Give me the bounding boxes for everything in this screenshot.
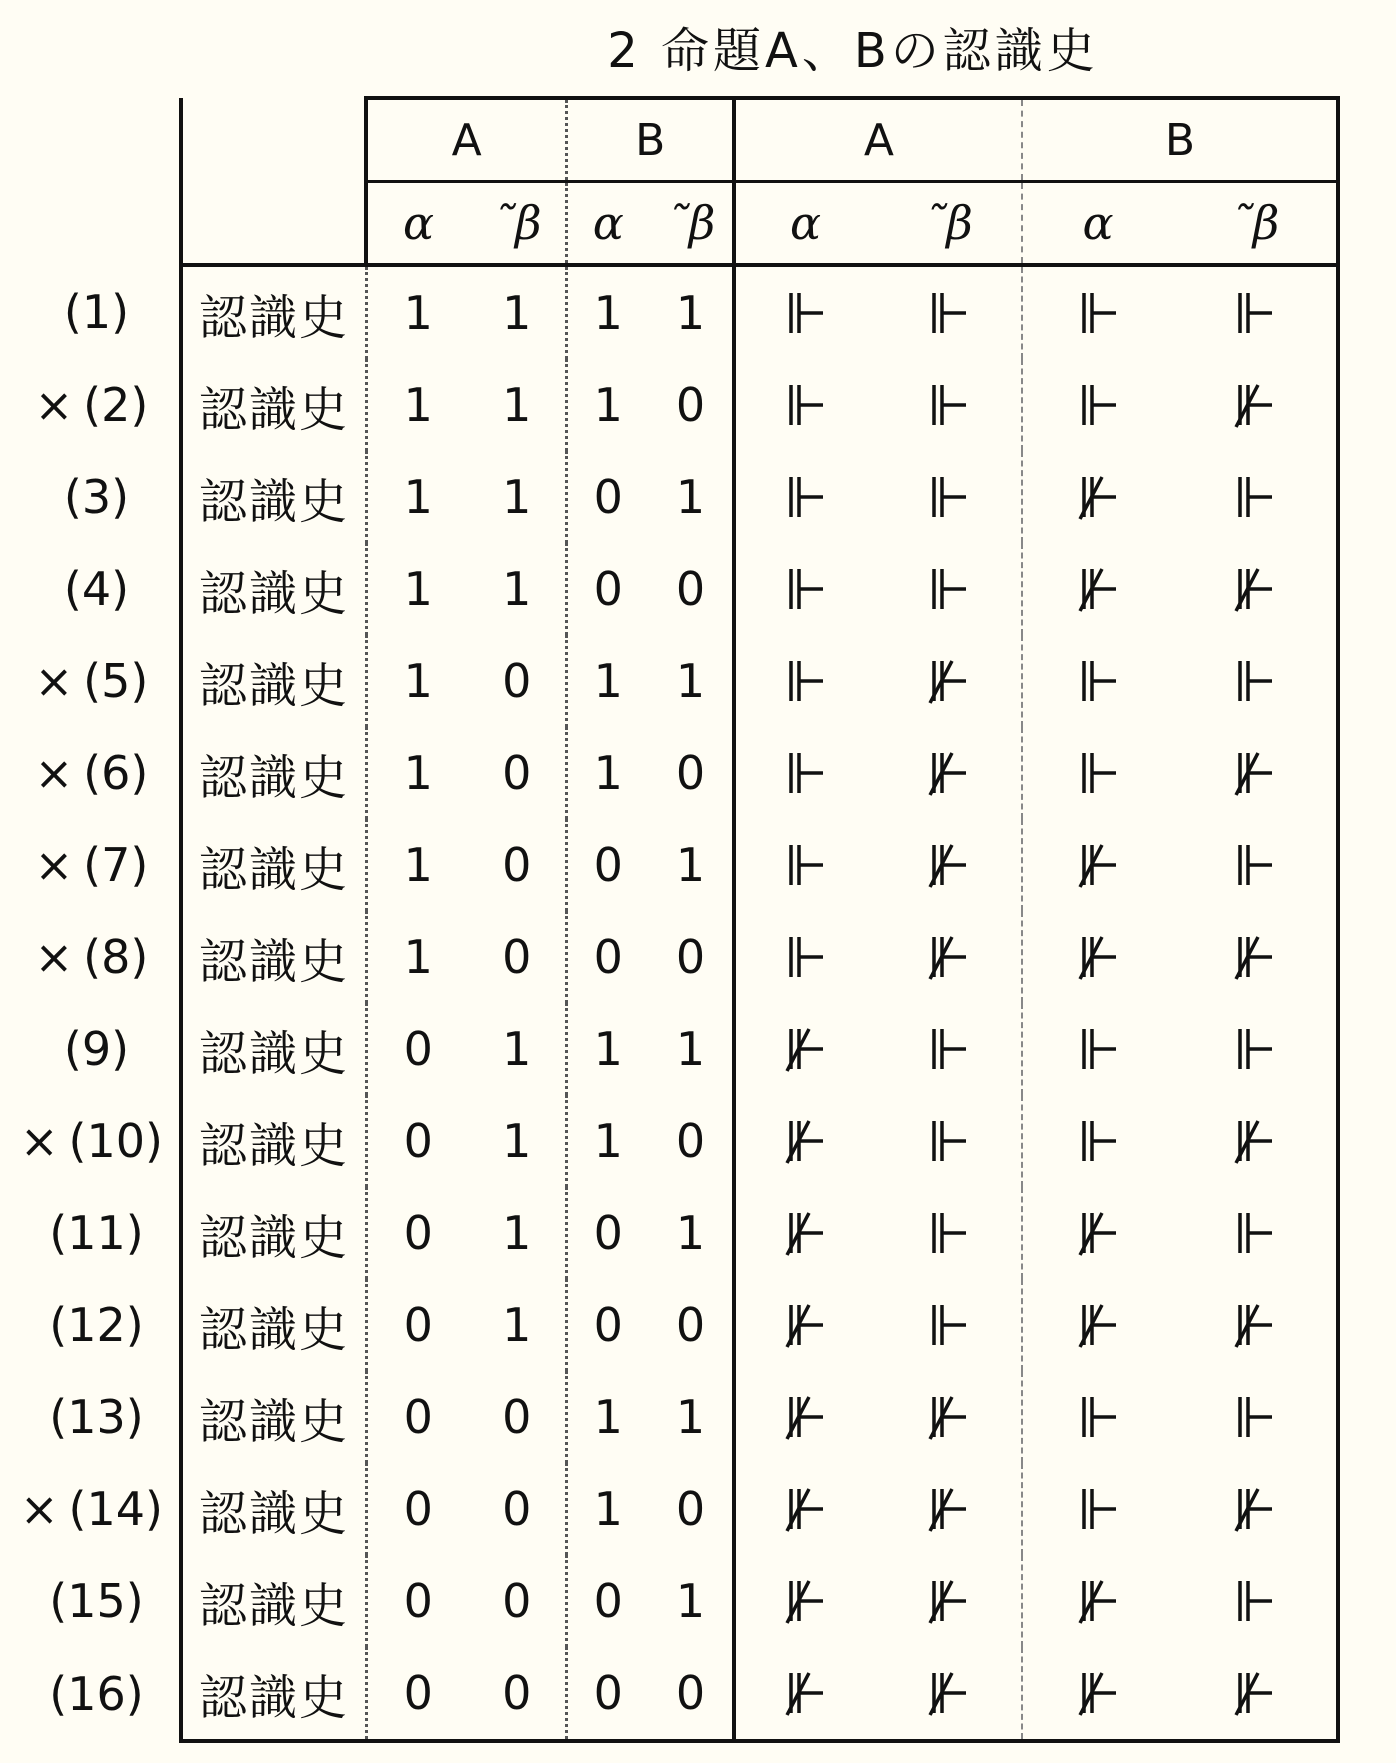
truth-a-alpha-value: 1	[366, 359, 468, 451]
truth-a-beta-value: 0	[502, 1574, 532, 1628]
truth-b-alpha-value: 1	[566, 359, 648, 451]
row-number	[20, 1555, 181, 1647]
header-alpha: α	[1022, 182, 1172, 266]
row-number	[20, 1003, 181, 1095]
row-number	[20, 1647, 181, 1741]
proof-a-beta-cell	[874, 1279, 1022, 1371]
row-label: 認識史	[181, 265, 367, 359]
forces-symbol-icon	[1076, 1485, 1120, 1533]
table-row	[20, 451, 1338, 543]
forces-symbol-icon	[783, 749, 827, 797]
row-label: 認識史	[181, 1095, 367, 1187]
header-truth-b: B	[566, 98, 734, 182]
proof-a-alpha-cell	[734, 911, 874, 1003]
forces-symbol-icon	[926, 565, 970, 613]
table-row	[20, 1555, 1338, 1647]
proof-a-beta-cell	[874, 359, 1022, 451]
proof-b-beta-cell	[1172, 1095, 1338, 1187]
not-forces-symbol-icon	[783, 1393, 827, 1441]
truth-a-alpha-value: 0	[366, 1003, 468, 1095]
row-index: (8)	[83, 930, 149, 984]
header-beta: ˜β	[648, 182, 734, 266]
not-forces-symbol-icon	[783, 1669, 827, 1717]
proof-a-beta-cell	[874, 1555, 1022, 1647]
history-table	[20, 96, 1340, 1743]
table-row	[20, 1463, 1338, 1555]
row-number	[20, 1095, 181, 1187]
proof-a-alpha-cell	[734, 265, 874, 359]
truth-b-alpha-value: 0	[566, 819, 648, 911]
proof-a-alpha-cell	[734, 543, 874, 635]
header-alpha: α	[566, 182, 648, 266]
forces-symbol-icon	[1232, 1025, 1276, 1073]
proof-b-beta-cell	[1172, 359, 1338, 451]
header-row-subcols	[20, 182, 1338, 266]
truth-b-alpha-value: 1	[566, 727, 648, 819]
truth-a-alpha-value: 1	[366, 727, 468, 819]
not-forces-symbol-icon	[926, 1669, 970, 1717]
truth-b-beta-value: 1	[675, 1206, 706, 1260]
row-label: 認識史	[181, 727, 367, 819]
truth-b-alpha-value: 0	[566, 1279, 648, 1371]
forces-symbol-icon	[783, 289, 827, 337]
proof-b-beta-cell	[1172, 1003, 1338, 1095]
table-row	[20, 635, 1338, 727]
row-number	[20, 1463, 181, 1555]
header-alpha: α	[366, 182, 468, 266]
row-index: (10)	[68, 1114, 163, 1168]
truth-a-alpha-value: 0	[366, 1279, 468, 1371]
forces-symbol-icon	[1232, 841, 1276, 889]
truth-a-alpha-value: 0	[366, 1187, 468, 1279]
header-row-groups	[20, 98, 1338, 182]
not-forces-symbol-icon	[1076, 933, 1120, 981]
forces-symbol-icon	[926, 289, 970, 337]
proof-b-alpha-cell	[1022, 727, 1172, 819]
truth-b-alpha-value: 1	[566, 1095, 648, 1187]
proof-a-alpha-cell	[734, 1279, 874, 1371]
not-forces-symbol-icon	[926, 1393, 970, 1441]
excluded-mark: ×	[20, 1482, 59, 1536]
forces-symbol-icon	[783, 933, 827, 981]
forces-symbol-icon	[1076, 1025, 1120, 1073]
row-index: (1)	[63, 285, 130, 339]
truth-b-beta-value: 0	[675, 378, 706, 432]
truth-b-beta-value: 1	[675, 838, 706, 892]
not-forces-symbol-icon	[1232, 1669, 1276, 1717]
blank-cell	[20, 182, 181, 266]
truth-b-alpha-value: 1	[566, 1463, 648, 1555]
proof-b-alpha-cell	[1022, 451, 1172, 543]
truth-a-alpha-value: 1	[366, 911, 468, 1003]
row-index: (4)	[63, 562, 130, 616]
not-forces-symbol-icon	[1076, 1301, 1120, 1349]
proof-a-alpha-cell	[734, 727, 874, 819]
table-row	[20, 359, 1338, 451]
truth-a-beta-value: 1	[502, 562, 532, 616]
not-forces-symbol-icon	[1232, 933, 1276, 981]
row-number	[20, 265, 181, 359]
not-forces-symbol-icon	[783, 1485, 827, 1533]
proof-a-beta-cell	[874, 727, 1022, 819]
truth-b-beta-value: 1	[675, 470, 706, 524]
proof-b-alpha-cell	[1022, 1463, 1172, 1555]
table-row	[20, 1187, 1338, 1279]
proof-a-beta-cell	[874, 1463, 1022, 1555]
proof-b-beta-cell	[1172, 1647, 1338, 1741]
proof-b-alpha-cell	[1022, 359, 1172, 451]
truth-a-beta-value: 1	[502, 1206, 532, 1260]
header-truth-a: A	[366, 98, 566, 182]
not-forces-symbol-icon	[1232, 1117, 1276, 1165]
row-number	[20, 1187, 181, 1279]
forces-symbol-icon	[1232, 1393, 1276, 1441]
table-row	[20, 1371, 1338, 1463]
forces-symbol-icon	[1232, 473, 1276, 521]
row-number	[20, 911, 181, 1003]
truth-a-beta-value: 1	[468, 265, 566, 359]
row-label: 認識史	[181, 1555, 367, 1647]
not-forces-symbol-icon	[926, 749, 970, 797]
truth-a-beta-value: 1	[502, 378, 532, 432]
truth-b-beta-value: 0	[675, 1114, 706, 1168]
blank-cell	[20, 98, 181, 182]
excluded-mark: ×	[20, 1114, 59, 1168]
proof-a-alpha-cell	[734, 359, 874, 451]
proof-b-alpha-cell	[1022, 1555, 1172, 1647]
truth-a-alpha-value: 1	[366, 543, 468, 635]
proof-b-alpha-cell	[1022, 543, 1172, 635]
forces-symbol-icon	[1232, 1209, 1276, 1257]
proof-a-alpha-cell	[734, 1463, 874, 1555]
row-label: 認識史	[181, 1279, 367, 1371]
forces-symbol-icon	[926, 1117, 970, 1165]
proof-b-beta-cell	[1172, 1371, 1338, 1463]
truth-b-alpha-value: 1	[566, 635, 648, 727]
forces-symbol-icon	[926, 1301, 970, 1349]
proof-a-beta-cell	[874, 635, 1022, 727]
proof-a-beta-cell	[874, 1187, 1022, 1279]
proof-a-alpha-cell	[734, 451, 874, 543]
header-beta: ˜β	[874, 182, 1022, 266]
row-index: (15)	[49, 1574, 144, 1628]
not-forces-symbol-icon	[1232, 565, 1276, 613]
proof-a-alpha-cell	[734, 1095, 874, 1187]
truth-a-beta-value: 0	[502, 1482, 532, 1536]
table-row	[20, 1095, 1338, 1187]
not-forces-symbol-icon	[783, 1117, 827, 1165]
truth-b-beta-value: 1	[675, 1390, 706, 1444]
truth-b-alpha-value: 0	[566, 543, 648, 635]
truth-b-beta-value: 0	[675, 562, 706, 616]
forces-symbol-icon	[783, 565, 827, 613]
proof-b-beta-cell	[1172, 1463, 1338, 1555]
forces-symbol-icon	[1076, 1117, 1120, 1165]
row-index: (2)	[83, 378, 149, 432]
proof-a-beta-cell	[874, 1095, 1022, 1187]
not-forces-symbol-icon	[926, 1485, 970, 1533]
truth-b-alpha-value: 1	[566, 1371, 648, 1463]
row-label: 認識史	[181, 1187, 367, 1279]
truth-a-beta-value: 0	[502, 838, 532, 892]
proof-b-alpha-cell	[1022, 635, 1172, 727]
table-row	[20, 1003, 1338, 1095]
row-index: (14)	[68, 1482, 163, 1536]
excluded-mark: ×	[34, 930, 74, 984]
table-row	[20, 911, 1338, 1003]
not-forces-symbol-icon	[926, 657, 970, 705]
not-forces-symbol-icon	[1076, 565, 1120, 613]
forces-symbol-icon	[1076, 1393, 1120, 1441]
truth-a-alpha-value: 0	[366, 1371, 468, 1463]
forces-symbol-icon	[1232, 289, 1276, 337]
proof-b-alpha-cell	[1022, 1279, 1172, 1371]
truth-b-beta-value: 0	[675, 1298, 706, 1352]
row-index: (6)	[83, 746, 149, 800]
forces-symbol-icon	[783, 657, 827, 705]
truth-a-alpha-value: 1	[366, 819, 468, 911]
proof-a-alpha-cell	[734, 1555, 874, 1647]
row-label: 認識史	[181, 1371, 367, 1463]
row-index: (11)	[49, 1206, 144, 1260]
truth-a-beta-value: 1	[502, 1298, 532, 1352]
proof-b-alpha-cell	[1022, 1371, 1172, 1463]
forces-symbol-icon	[783, 841, 827, 889]
row-label: 認識史	[181, 543, 367, 635]
proof-a-beta-cell	[874, 1647, 1022, 1741]
proof-b-beta-cell	[1172, 727, 1338, 819]
row-label: 認識史	[181, 1003, 367, 1095]
truth-a-alpha-value: 0	[366, 1555, 468, 1647]
excluded-mark: ×	[34, 378, 74, 432]
forces-symbol-icon	[926, 381, 970, 429]
forces-symbol-icon	[1076, 749, 1120, 797]
not-forces-symbol-icon	[1076, 841, 1120, 889]
proof-a-beta-cell	[874, 451, 1022, 543]
row-index: (5)	[83, 654, 149, 708]
truth-b-beta-value: 1	[648, 265, 734, 359]
proof-a-beta-cell	[874, 911, 1022, 1003]
header-alpha: α	[734, 182, 874, 266]
proof-b-alpha-cell	[1022, 819, 1172, 911]
truth-b-alpha-value: 1	[566, 265, 648, 359]
forces-symbol-icon	[1232, 1577, 1276, 1625]
not-forces-symbol-icon	[1232, 749, 1276, 797]
proof-b-beta-cell	[1172, 635, 1338, 727]
table-row	[20, 1279, 1338, 1371]
truth-a-alpha-value: 1	[366, 265, 468, 359]
row-index: (13)	[49, 1390, 144, 1444]
truth-a-beta-value: 0	[502, 746, 532, 800]
truth-b-beta-value: 0	[648, 1647, 734, 1741]
row-number	[20, 635, 181, 727]
row-number	[20, 451, 181, 543]
proof-b-beta-cell	[1172, 543, 1338, 635]
row-index: (16)	[49, 1667, 144, 1721]
truth-a-alpha-value: 0	[366, 1647, 468, 1741]
proof-a-beta-cell	[874, 1003, 1022, 1095]
truth-b-alpha-value: 1	[566, 1003, 648, 1095]
row-number	[20, 359, 181, 451]
proof-b-beta-cell	[1172, 819, 1338, 911]
proof-a-beta-cell	[874, 1371, 1022, 1463]
blank-cell	[181, 182, 367, 266]
forces-symbol-icon	[783, 473, 827, 521]
table-row	[20, 543, 1338, 635]
not-forces-symbol-icon	[926, 933, 970, 981]
truth-b-beta-value: 0	[675, 930, 706, 984]
not-forces-symbol-icon	[1232, 1485, 1276, 1533]
truth-a-alpha-value: 0	[366, 1463, 468, 1555]
table-row	[20, 1647, 1338, 1741]
proof-b-beta-cell	[1172, 1187, 1338, 1279]
row-label: 認識史	[181, 1463, 367, 1555]
proof-b-alpha-cell	[1022, 911, 1172, 1003]
proof-a-alpha-cell	[734, 1187, 874, 1279]
truth-b-alpha-value: 0	[566, 911, 648, 1003]
proof-b-alpha-cell	[1022, 1095, 1172, 1187]
truth-b-alpha-value: 0	[566, 1555, 648, 1647]
proof-a-alpha-cell	[734, 1003, 874, 1095]
forces-symbol-icon	[1076, 289, 1120, 337]
table-row	[20, 819, 1338, 911]
truth-a-beta-value: 0	[502, 1390, 532, 1444]
not-forces-symbol-icon	[926, 1577, 970, 1625]
truth-b-alpha-value: 0	[566, 451, 648, 543]
forces-symbol-icon	[926, 1025, 970, 1073]
truth-b-beta-value: 0	[675, 746, 706, 800]
row-number	[20, 1371, 181, 1463]
row-label: 認識史	[181, 635, 367, 727]
forces-symbol-icon	[1232, 657, 1276, 705]
proof-b-alpha-cell	[1022, 1003, 1172, 1095]
not-forces-symbol-icon	[1232, 1301, 1276, 1349]
header-proof-a: A	[734, 98, 1022, 182]
proof-b-beta-cell	[1172, 265, 1338, 359]
proof-b-beta-cell	[1172, 1555, 1338, 1647]
table-row	[20, 265, 1338, 359]
row-label: 認識史	[181, 819, 367, 911]
proof-b-alpha-cell	[1022, 1187, 1172, 1279]
not-forces-symbol-icon	[783, 1577, 827, 1625]
forces-symbol-icon	[926, 473, 970, 521]
truth-a-alpha-value: 0	[366, 1095, 468, 1187]
truth-a-alpha-value: 1	[366, 635, 468, 727]
proof-a-beta-cell	[874, 265, 1022, 359]
row-label: 認識史	[181, 359, 367, 451]
row-label: 認識史	[181, 1647, 367, 1741]
row-index: (9)	[63, 1022, 130, 1076]
row-index: (12)	[49, 1298, 144, 1352]
truth-a-beta-value: 1	[502, 470, 532, 524]
not-forces-symbol-icon	[926, 841, 970, 889]
row-index: (7)	[83, 838, 149, 892]
proof-b-beta-cell	[1172, 451, 1338, 543]
row-number	[20, 727, 181, 819]
truth-b-beta-value: 1	[675, 1022, 706, 1076]
not-forces-symbol-icon	[1232, 381, 1276, 429]
excluded-mark: ×	[34, 654, 74, 708]
row-number	[20, 1279, 181, 1371]
proof-a-alpha-cell	[734, 1371, 874, 1463]
page-title: 2 命題A、Bの認識史	[607, 23, 1099, 79]
truth-a-beta-value: 0	[468, 1647, 566, 1741]
proof-a-alpha-cell	[734, 635, 874, 727]
not-forces-symbol-icon	[1076, 473, 1120, 521]
not-forces-symbol-icon	[783, 1209, 827, 1257]
truth-a-beta-value: 1	[502, 1022, 532, 1076]
header-beta: ˜β	[1172, 182, 1338, 266]
truth-b-alpha-value: 0	[566, 1647, 648, 1741]
table-row	[20, 727, 1338, 819]
truth-b-beta-value: 1	[675, 654, 706, 708]
proof-a-alpha-cell	[734, 819, 874, 911]
forces-symbol-icon	[926, 1209, 970, 1257]
truth-a-beta-value: 0	[502, 930, 532, 984]
truth-a-beta-value: 0	[502, 654, 532, 708]
proof-b-beta-cell	[1172, 1279, 1338, 1371]
proof-b-alpha-cell	[1022, 265, 1172, 359]
forces-symbol-icon	[1076, 657, 1120, 705]
proof-b-beta-cell	[1172, 911, 1338, 1003]
row-number	[20, 543, 181, 635]
truth-b-beta-value: 0	[675, 1482, 706, 1536]
proof-a-beta-cell	[874, 819, 1022, 911]
header-proof-b: B	[1022, 98, 1338, 182]
not-forces-symbol-icon	[783, 1301, 827, 1349]
proof-a-beta-cell	[874, 543, 1022, 635]
forces-symbol-icon	[783, 381, 827, 429]
truth-a-alpha-value: 1	[366, 451, 468, 543]
truth-b-beta-value: 1	[675, 1574, 706, 1628]
blank-cell	[181, 98, 367, 182]
proof-b-alpha-cell	[1022, 1647, 1172, 1741]
proof-a-alpha-cell	[734, 1647, 874, 1741]
row-label: 認識史	[181, 911, 367, 1003]
forces-symbol-icon	[1076, 381, 1120, 429]
row-index: (3)	[63, 470, 130, 524]
not-forces-symbol-icon	[1076, 1577, 1120, 1625]
row-number	[20, 819, 181, 911]
not-forces-symbol-icon	[783, 1025, 827, 1073]
truth-a-beta-value: 1	[502, 1114, 532, 1168]
truth-b-alpha-value: 0	[566, 1187, 648, 1279]
not-forces-symbol-icon	[1076, 1669, 1120, 1717]
excluded-mark: ×	[34, 838, 74, 892]
row-label: 認識史	[181, 451, 367, 543]
header-beta: ˜β	[468, 182, 566, 266]
excluded-mark: ×	[34, 746, 74, 800]
not-forces-symbol-icon	[1076, 1209, 1120, 1257]
